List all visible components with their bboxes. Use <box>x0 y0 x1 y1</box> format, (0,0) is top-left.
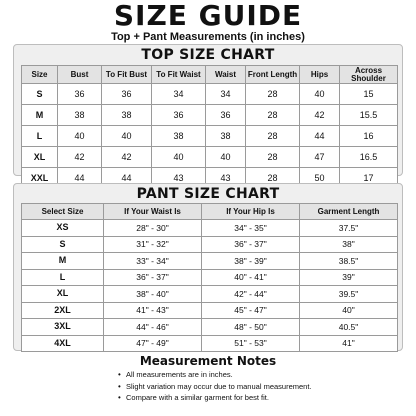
column-header: Select Size <box>22 204 104 220</box>
table-row <box>22 269 398 286</box>
table-cell: 43 <box>206 168 246 189</box>
column-header: Bust <box>58 66 102 84</box>
table-cell: 40" <box>300 302 398 319</box>
pant-size-chart-panel <box>13 183 403 351</box>
table-cell: 36 <box>58 84 102 105</box>
column-header: If Your Waist Is <box>104 204 202 220</box>
table-cell: 38 <box>58 105 102 126</box>
table-cell: 34" - 35" <box>202 220 300 237</box>
measurement-notes-list <box>118 369 312 404</box>
table-cell: L <box>22 269 104 286</box>
table-row <box>22 236 398 253</box>
table-cell: 34 <box>152 84 206 105</box>
table-cell: S <box>22 84 58 105</box>
top-size-chart-title: TOP SIZE CHART <box>141 47 275 63</box>
table-row <box>22 253 398 270</box>
table-cell: 44 <box>58 168 102 189</box>
table-cell: 17 <box>340 168 398 189</box>
table-cell: XL <box>22 286 104 303</box>
column-header: To Fit Bust <box>102 66 152 84</box>
table-cell: 38 <box>152 126 206 147</box>
pant-table-header-row <box>22 204 398 220</box>
table-cell: 28 <box>246 84 300 105</box>
table-cell: 38 <box>206 126 246 147</box>
table-cell: 36 <box>206 105 246 126</box>
list-item: • Compare with a similar garment for best fit. <box>118 392 312 404</box>
table-cell: 47 <box>300 147 340 168</box>
table-cell: 38" - 39" <box>202 253 300 270</box>
table-row <box>22 319 398 336</box>
table-cell: 41" <box>300 335 398 352</box>
table-cell: 37.5" <box>300 220 398 237</box>
table-cell: 36 <box>152 105 206 126</box>
table-cell: 40 <box>300 84 340 105</box>
table-row <box>22 220 398 237</box>
table-cell: 42" - 44" <box>202 286 300 303</box>
table-row <box>22 147 398 168</box>
table-cell: 41" - 43" <box>104 302 202 319</box>
table-cell: 39.5" <box>300 286 398 303</box>
column-header: Hips <box>300 66 340 84</box>
table-cell: M <box>22 105 58 126</box>
table-cell: 47" - 49" <box>104 335 202 352</box>
table-row <box>22 84 398 105</box>
pant-size-chart-title: PANT SIZE CHART <box>136 186 280 202</box>
table-cell: 4XL <box>22 335 104 352</box>
table-cell: 16.5 <box>340 147 398 168</box>
table-cell: XL <box>22 147 58 168</box>
table-cell: S <box>22 236 104 253</box>
table-cell: 3XL <box>22 319 104 336</box>
table-cell: 36" - 37" <box>202 236 300 253</box>
table-cell: 48" - 50" <box>202 319 300 336</box>
table-cell: 44" - 46" <box>104 319 202 336</box>
top-size-chart-panel <box>13 44 403 183</box>
table-cell: 38 <box>102 105 152 126</box>
table-cell: 38.5" <box>300 253 398 270</box>
table-row <box>22 335 398 352</box>
column-header: Garment Length <box>300 204 398 220</box>
table-cell: 45" - 47" <box>202 302 300 319</box>
column-header: If Your Hip Is <box>202 204 300 220</box>
table-cell: 51" - 53" <box>202 335 300 352</box>
table-cell: 42 <box>300 105 340 126</box>
table-cell: 43 <box>152 168 206 189</box>
table-cell: 15 <box>340 84 398 105</box>
table-cell: M <box>22 253 104 270</box>
column-header: Across Shoulder <box>340 66 398 84</box>
table-cell: 28 <box>246 168 300 189</box>
table-cell: 42 <box>102 147 152 168</box>
table-cell: 38" - 40" <box>104 286 202 303</box>
list-item: • Slight variation may occur due to manual measurement. <box>118 381 312 393</box>
table-cell: 40 <box>58 126 102 147</box>
table-row <box>22 105 398 126</box>
table-cell: 40 <box>102 126 152 147</box>
table-cell: 40" - 41" <box>202 269 300 286</box>
page-subtitle: Top + Pant Measurements (in inches) <box>111 31 305 43</box>
table-cell: 31" - 32" <box>104 236 202 253</box>
table-cell: 44 <box>300 126 340 147</box>
table-cell: 40.5" <box>300 319 398 336</box>
table-cell: 28 <box>246 126 300 147</box>
column-header: Front Length <box>246 66 300 84</box>
table-row <box>22 302 398 319</box>
table-cell: XXL <box>22 168 58 189</box>
table-cell: 50 <box>300 168 340 189</box>
column-header: To Fit Waist <box>152 66 206 84</box>
table-cell: 34 <box>206 84 246 105</box>
table-cell: XS <box>22 220 104 237</box>
table-cell: 28" - 30" <box>104 220 202 237</box>
column-header: Size <box>22 66 58 84</box>
column-header: Waist <box>206 66 246 84</box>
table-cell: 2XL <box>22 302 104 319</box>
table-cell: 40 <box>152 147 206 168</box>
table-cell: L <box>22 126 58 147</box>
list-item: • All measurements are in inches. <box>118 369 312 381</box>
measurement-notes-title: Measurement Notes <box>139 354 277 368</box>
top-size-table <box>21 65 398 189</box>
table-cell: 44 <box>102 168 152 189</box>
table-cell: 42 <box>58 147 102 168</box>
table-cell: 15.5 <box>340 105 398 126</box>
table-row <box>22 286 398 303</box>
table-cell: 28 <box>246 147 300 168</box>
table-cell: 38" <box>300 236 398 253</box>
table-cell: 16 <box>340 126 398 147</box>
page-title: SIZE GUIDE <box>113 0 303 32</box>
table-cell: 40 <box>206 147 246 168</box>
table-cell: 39" <box>300 269 398 286</box>
table-row <box>22 126 398 147</box>
top-table-header-row <box>22 66 398 84</box>
table-cell: 28 <box>246 105 300 126</box>
table-cell: 36" - 37" <box>104 269 202 286</box>
pant-size-table <box>21 203 398 352</box>
table-cell: 36 <box>102 84 152 105</box>
table-cell: 33" - 34" <box>104 253 202 270</box>
